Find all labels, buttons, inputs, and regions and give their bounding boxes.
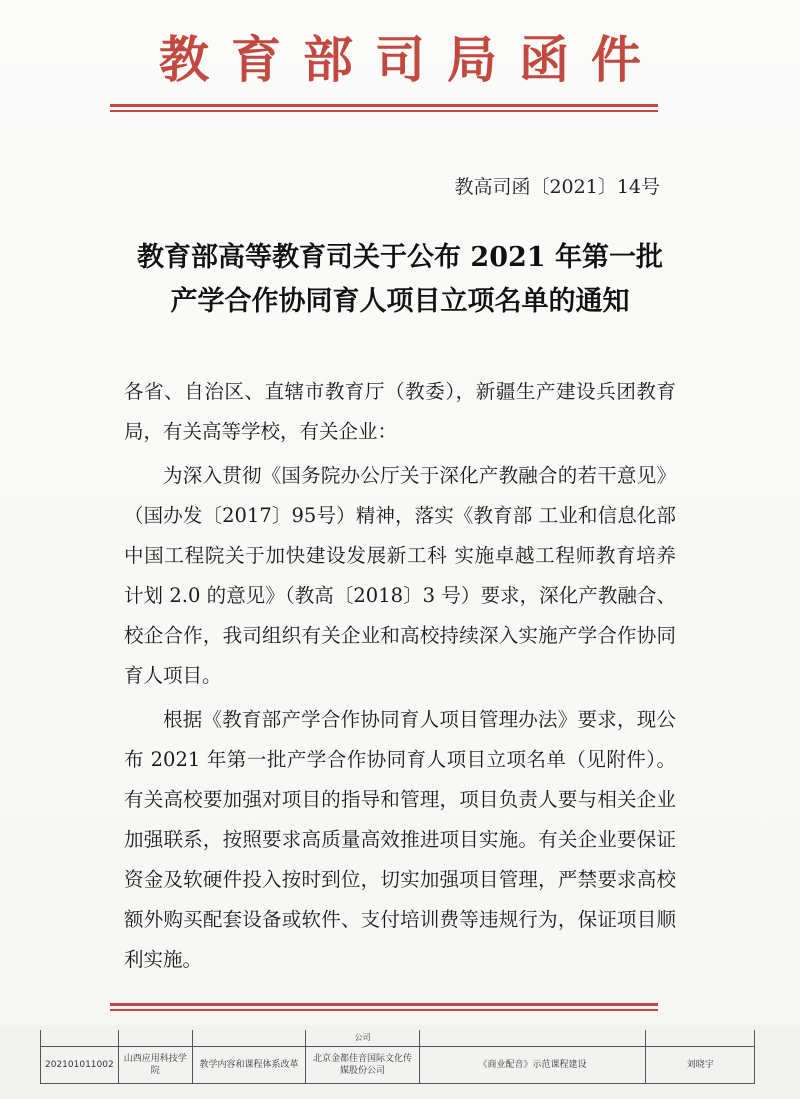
company-cell: 北京金都佳音国际文化传媒股份公司 <box>306 1047 419 1084</box>
letterhead-red-line-top <box>110 104 658 107</box>
letterhead-title: 教育部司局函件 <box>159 30 663 89</box>
title-line-2: 产学合作协同育人项目立项名单的通知 <box>170 286 630 317</box>
table-cell <box>41 1030 119 1047</box>
footer-red-line-bottom <box>110 1009 658 1011</box>
document-body <box>124 372 676 980</box>
paragraph-1: 为深入贯彻《国务院办公厅关于深化产教融合的若干意见》（国办发〔2017〕95号）精神，落实《教育部 工业和信息化部 中国工程院关于加快建设发展新工科 实施卓越工程师教育培养计划 2.0 的意见》（教高〔2018〕3 号）要求，深化产教融合、校企合作，我司组织有关企业和高校持续深入实施产学合作协同育人项目。 <box>124 464 676 687</box>
table-cell <box>419 1030 646 1047</box>
table-cell: 公司 <box>306 1030 419 1047</box>
school-cell: 山西应用科技学院 <box>118 1047 192 1084</box>
table-cell <box>192 1030 305 1047</box>
salutation: 各省、自治区、直辖市教育厅（教委），新疆生产建设兵团教育局，有关高等学校，有关企业： <box>124 380 676 443</box>
table-cell <box>646 1030 755 1047</box>
footer-red-line-top <box>110 1003 658 1006</box>
category-cell: 教学内容和课程体系改革 <box>192 1047 305 1084</box>
project-id-cell: 202101011002 <box>41 1047 119 1084</box>
leader-cell: 刘晓宇 <box>646 1047 755 1084</box>
table-cell <box>118 1030 192 1047</box>
attachment-table <box>40 1030 755 1084</box>
paragraph-2: 根据《教育部产学合作协同育人项目管理办法》要求，现公布 2021 年第一批产学合作协同育人项目立项名单（见附件）。有关高校要加强对项目的指导和管理，项目负责人要与相关企业加强联系，按照要求高质量高效推进项目实施。有关企业要保证资金及软硬件投入按时到位，切实加强项目管理，严禁要求高校额外购买配套设备或软件、支付培训费等违规行为，保证项目顺利实施。 <box>124 708 676 971</box>
table-row <box>41 1047 755 1084</box>
title-line-1: 教育部高等教育司关于公布 2021 年第一批 <box>137 242 663 273</box>
project-name-cell: 《商业配音》示范课程建设 <box>419 1047 646 1084</box>
letterhead-red-line-bottom <box>110 110 658 112</box>
table-row <box>41 1030 755 1047</box>
document-number: 教高司函〔2021〕14号 <box>454 176 660 198</box>
document-title <box>0 236 800 324</box>
